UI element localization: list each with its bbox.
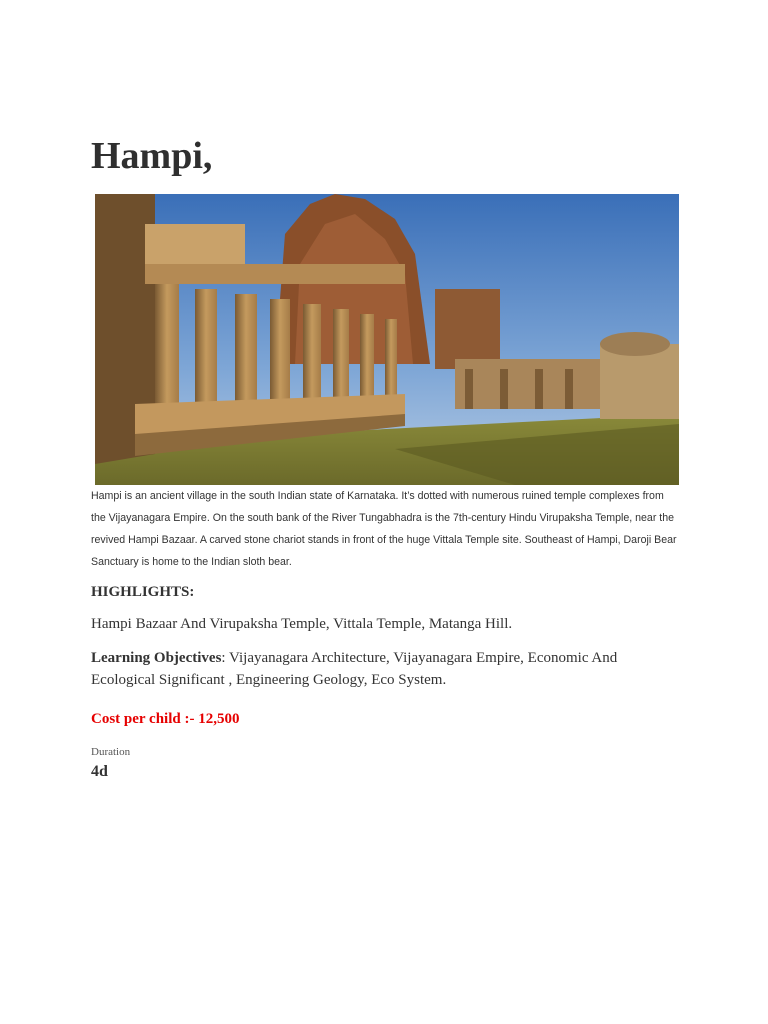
- learning-objectives-label: Learning Objectives: [91, 650, 222, 666]
- duration-label: Duration: [91, 746, 131, 758]
- highlights-heading: HIGHLIGHTS:: [91, 584, 195, 600]
- learning-objectives-text: : Vijayanagara Architecture, Vijayanagara Empire, Economic And Ecological Significant , Engineering Geology, Eco System.: [91, 650, 618, 688]
- learning-objectives: [91, 647, 671, 691]
- duration-value: 4d: [91, 763, 108, 780]
- page-title: Hampi,: [91, 135, 213, 177]
- description-paragraph: Hampi is an ancient village in the south Indian state of Karnataka. It’s dotted with numerous ruined temple complexes from the Vijayanagara Empire. On the south bank of the River Tungabhadra is the 7th-century Hindu Virupaksha Temple, near the revived Hampi Bazaar. A carved stone chariot stands in front of the huge Vittala Temple site. Southeast of Hampi, Daroji Bear Sanctuary is home to the Indian sloth bear.: [91, 490, 677, 568]
- highlights-text: Hampi Bazaar And Virupaksha Temple, Vittala Temple, Matanga Hill.: [91, 616, 513, 632]
- cost-per-child: Cost per child :- 12,500: [91, 711, 240, 727]
- hampi-temple-photo: [95, 194, 679, 485]
